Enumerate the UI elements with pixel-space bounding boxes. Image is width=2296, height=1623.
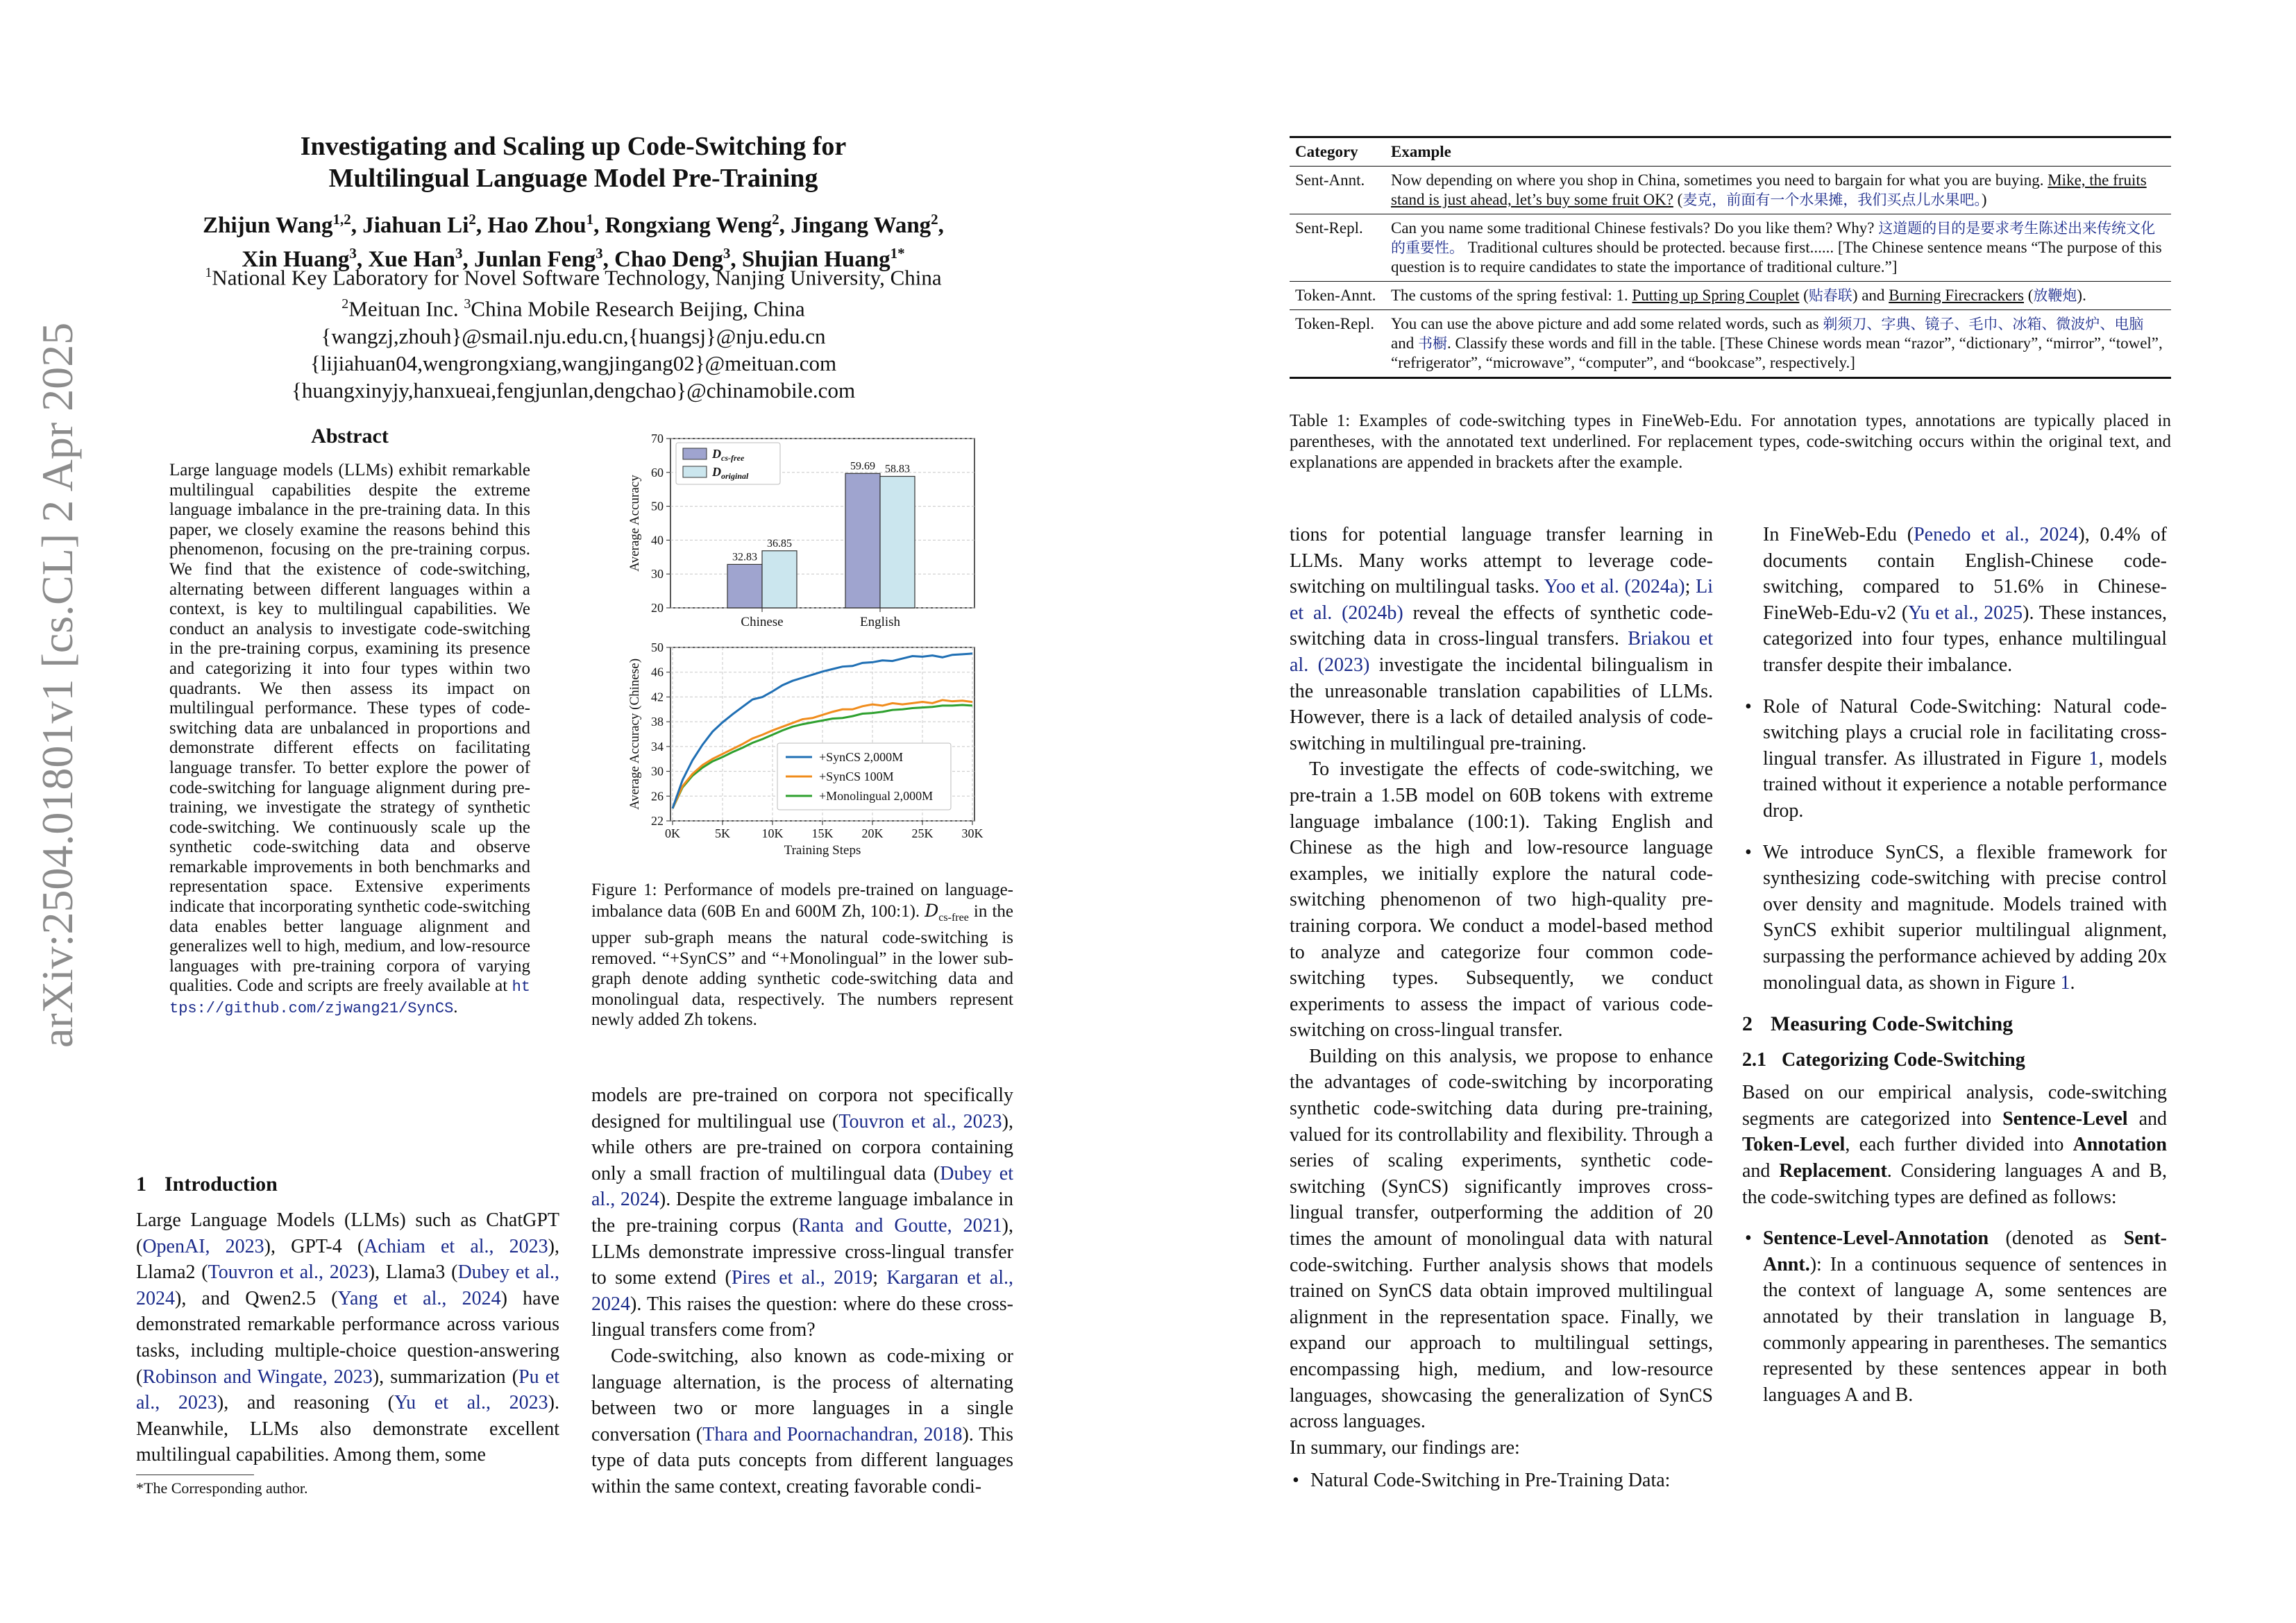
right-text: ; (1685, 576, 1696, 598)
type-text: (denoted as (1989, 1227, 2124, 1250)
y-tick-label: 34 (651, 739, 664, 754)
section-text: and (1742, 1160, 1780, 1182)
intro-column-1 (136, 1207, 559, 1468)
finding-text: . (2070, 971, 2075, 994)
table-1 (1290, 136, 2171, 379)
authors-line-2: Xin Huang$^3$, Xue Han$^3$, Junlan Feng$^3$, Chao Deng$^3$, Shujian Huang$^{1*}$ (242, 245, 905, 272)
table-text: ) and (1852, 287, 1889, 304)
email-line-3: {huangxinyjy,hanxueai,fengjunlan,dengchao}@chinamobile.com (291, 377, 856, 402)
table-text: ) (1981, 191, 1987, 208)
y-tick-label: 20 (651, 601, 664, 615)
y-tick-label: 50 (651, 640, 664, 654)
intro-column-2 (591, 1082, 1013, 1500)
author-name: Junlan Feng (473, 247, 596, 272)
table-text: Burning Firecrackers (1889, 287, 2024, 304)
citation-link[interactable]: Li et al. (2024b) (1290, 576, 1713, 624)
chinese-text: 麦克，前面有一个水果摊，我们买点儿水果吧。 (1682, 192, 1982, 208)
intro-paragraph-2 (591, 1082, 1013, 1343)
bar (845, 473, 880, 608)
bar-value-label: 58.83 (885, 463, 910, 475)
finding-1: • Natural Code-Switching in Pre-Training Data: (1290, 1468, 1713, 1494)
right-text: investigate the incidental bilingualism in the unreasonable translation capabilities of LLMs. However, there is a lack of detailed analysis of code-switching in multilingual pre-training. (1290, 654, 1713, 754)
intro-text: ), Llama2 ( (136, 1235, 559, 1284)
chinese-text: 贴春联 (1808, 287, 1852, 304)
citation-link[interactable]: 1 (2088, 747, 2099, 770)
affiliation-1: $^1$National Key Laboratory for Novel Software Technology, Nanjing University, China (205, 265, 942, 290)
type-sent-annt (1742, 1225, 2167, 1408)
citation-link[interactable]: Yu et al., 2025 (1908, 602, 2023, 624)
table-text: ( (1799, 287, 1809, 304)
intro-text: Code-switching, also known as code-mixing or language alternation, is the process of alternating between two or more languages in a single conversation ( (591, 1345, 1013, 1445)
right-text: ). These instances, categorized into four types, enhance multilingual transfer despite their imbalance. (1763, 602, 2167, 676)
citation-link[interactable]: Ranta and Goutte, 2021 (798, 1214, 1002, 1237)
section-2-1-heading: 2.1 Categorizing Code-Switching (1742, 1048, 2025, 1071)
table-header-example: Example (1391, 143, 1451, 160)
section-2-1-paragraph (1742, 1080, 2167, 1210)
legend-label: +SynCS 2,000M (819, 750, 904, 764)
intro-text: ), while others are pre-trained on corpora containing only a small fraction of multilingual data ( (591, 1110, 1013, 1184)
legend-label: +Monolingual 2,000M (819, 789, 934, 803)
table-text: Can you name some traditional Chinese festivals? Do you like them? Why? (1391, 219, 1879, 237)
author-affiliation-mark: 1* (890, 245, 905, 262)
author-name: Xue Han (368, 247, 455, 272)
legend (676, 443, 780, 484)
intro-text: ). This raises the question: where do these cross-lingual transfers come from? (591, 1293, 1013, 1341)
intro-text: ). Despite the extreme language imbalance in the pre-training corpus ( (591, 1189, 1013, 1237)
bar (762, 551, 797, 608)
table-text: Putting up Spring Couplet (1632, 287, 1800, 304)
intro-paragraph-1 (136, 1207, 559, 1468)
x-tick-label: 5K (715, 826, 730, 840)
intro-text: ) have demonstrated remarkable performance across various tasks, including multiple-choice question-answering ( (136, 1287, 560, 1388)
y-tick-label: 42 (651, 690, 664, 704)
citation-link[interactable]: OpenAI, 2023 (142, 1235, 264, 1257)
title-line-1: Investigating and Scaling up Code-Switching for (300, 132, 847, 161)
code-link[interactable]: https://github.com/zjwang21/SynCS (169, 978, 530, 1018)
y-tick-label: 46 (651, 665, 664, 679)
section-2-heading: 2 Measuring Code-Switching (1742, 1012, 2014, 1036)
arxiv-stamp: arXiv:2504.01801v1 [cs.CL] 2 Apr 2025 (33, 322, 82, 1048)
citation-link[interactable]: Yu et al., 2023 (394, 1392, 548, 1414)
intro-text: ), GPT-4 ( (264, 1235, 364, 1257)
abstract-heading: Abstract (311, 425, 389, 448)
table-cell-example (1385, 310, 2171, 378)
intro-text: models are pre-trained on corpora not specifically designed for multilingual use ( (591, 1085, 1013, 1132)
table-text: ( (1673, 191, 1683, 208)
intro-text: Large Language Models (LLMs) such as ChatGPT ( (136, 1209, 559, 1257)
right-paragraph-2: To investigate the effects of code-switching, we pre-train a 1.5B model on 60B tokens with extreme language imbalance (100:1). Taking English and Chinese as the high and low-resource language examples, we initially explore the natural code-switching phenomenon of two high-quality pre-training corpora. We conduct a model-based method to analyze and categorize four common code-switching types. Subsequently, we conduct experiments to assess the impact of various code-switching on cross-lingual transfer. (1290, 758, 1713, 1042)
findings-list (1290, 1468, 1713, 1494)
y-axis-label: Average Accuracy (627, 475, 642, 572)
intro-text: ), and reasoning ( (217, 1392, 394, 1414)
author-name: Jiahuan Li (362, 213, 469, 238)
citation-link[interactable]: Yang et al., 2024 (337, 1287, 501, 1309)
section-text: Based on our empirical analysis, code-switching segments are categorized into (1742, 1082, 2167, 1130)
title-line-2: Multilingual Language Model Pre-Training (328, 164, 818, 193)
table-cell-category: Sent-Repl. (1295, 219, 1363, 237)
section-text: Sentence-Level (2002, 1107, 2128, 1130)
intro-paragraph-3 (591, 1343, 1013, 1500)
author-affiliation-mark: 3 (349, 245, 357, 262)
intro-text: ; (872, 1267, 887, 1289)
table-text: ). (2077, 287, 2086, 304)
chinese-text: 书橱 (1417, 335, 1447, 352)
x-tick-label: 30K (961, 826, 984, 840)
table-text: ( (2023, 287, 2034, 304)
email-line-2: {lijiahuan04,wengrongxiang,wangjingang02}@meituan.com (310, 350, 837, 375)
abstract-text: Large language models (LLMs) exhibit remarkable multilingual capabilities despite the extreme language imbalance in the pre-training data. In this paper, we closely examine the reasons behind this phenomenon, focusing on the pre-training corpus. We find that the existence of code-switching, alternating between different languages within a context, is key to multilingual capabilities. We conduct an analysis to investigate code-switching in the pre-training corpus, examining its presence and categorizing it into four types within two quadrants. We then assess its impact on multilingual performance. These types of code-switching data are unbalanced in proportions and demonstrate different effects on facilitating language transfer. To better explore the power of code-switching for language alignment during pre-training, we investigate the strategy of synthetic code-switching. We continuously scale up the synthetic code-switching data and observe remarkable improvements in both benchmarks and representation space. Extensive experiments indicate that incorporating synthetic code-switching data enables better language alignment and generalizes well to high, medium, and low-resource languages with pre-training corpora of varying qualities. Code and scripts are freely available at https://github.com/zjwang21/SynCS. (169, 461, 530, 1018)
x-tick-label: Chinese (741, 615, 784, 629)
right-paragraph-4: In summary, our findings are: (1290, 1436, 1520, 1459)
x-tick-label: 20K (861, 826, 884, 840)
y-tick-label: 40 (651, 533, 664, 547)
intro-text: ), summarization ( (372, 1366, 519, 1388)
figure-1-line-chart (596, 635, 991, 857)
right-paragraph-3: Building on this analysis, we propose to enhance the advantages of code-switching by incorporating synthetic code-switching data during pre-training, valued for its controllability and flexibility. Through a series of scaling experiments, synthetic code-switching (SynCS) significantly improves cross-lingual transfer, outperforming the addition of 20 times the amount of monolingual data with natural code-switching. Further analysis shows that models trained on SynCS data obtain improved multilingual alignment in the representation space. Finally, we expand our approach to multilingual settings, encompassing high, medium, and low-resource languages, showcasing the generalization of SynCS across languages. (1290, 1045, 1713, 1433)
finding-2 (1742, 694, 2167, 824)
citation-link[interactable]: Touvron et al., 2023 (208, 1261, 369, 1284)
bar (727, 564, 762, 608)
citation-link[interactable]: Dubey et al., 2024 (136, 1261, 560, 1309)
intro-text: ). Meanwhile, LLMs also demonstrate excellent multilingual capabilities. Among them, some (136, 1392, 559, 1466)
y-tick-label: 30 (651, 567, 664, 581)
table-text: You can use the above picture and add some related words, such as (1391, 315, 1823, 332)
chinese-text: 这道题的目的是要求考生陈述出来传统文化的重要性。 (1391, 220, 2156, 256)
author-affiliation-mark: 1,2 (332, 211, 351, 228)
table-text: Now depending on where you shop in China, sometimes you need to bargain for what you are buying. (1391, 171, 2048, 189)
y-tick-label: 50 (651, 499, 664, 513)
table-1-caption: Table 1: Examples of code-switching types in FineWeb-Edu. For annotation types, annotations are typically placed in parentheses, with the annotated text underlined. For replacement types, code-switching occurs within the original text, and explanations are appended in brackets after the example. (1290, 411, 2171, 472)
y-tick-label: 60 (651, 465, 664, 479)
bar-value-label: 36.85 (767, 537, 792, 550)
types-list (1742, 1225, 2167, 1408)
citation-link[interactable]: Yoo et al. (2024a) (1544, 576, 1685, 598)
section-text: Annotation (2073, 1134, 2167, 1156)
x-tick-label: 0K (665, 826, 680, 840)
right-text: ), 0.4% of documents contain English-Chinese code-switching, compared to 51.6% in Chinese-FineWeb-Edu-v2 ( (1763, 524, 2168, 624)
chinese-text: 放鞭炮 (2033, 287, 2077, 304)
affiliation-2: $^2$Meituan Inc. $^3$China Mobile Research Beijing, China (341, 296, 805, 321)
author-name: Zhijun Wang (203, 213, 333, 238)
table-row (1290, 214, 2171, 282)
citation-link[interactable]: Robinson and Wingate, 2023 (142, 1366, 373, 1388)
chinese-text: 剃须刀、字典、镜子、毛巾、冰箱、微波炉、电脑 (1823, 316, 2144, 332)
author-affiliation-mark: 2 (469, 211, 476, 228)
footnote: *The Corresponding author. (136, 1479, 308, 1497)
finding-3 (1742, 840, 2167, 996)
section-text: and (2127, 1107, 2167, 1130)
intro-text: ), Llama3 ( (368, 1261, 458, 1284)
x-tick-label: 15K (811, 826, 834, 840)
figure-1-caption: Figure 1: Performance of models pre-trained on language-imbalance data (60B En and 600M Zh, 100:1). $D_{cs-free}$ in the upper sub-graph means the natural code-switching is removed. “+SynCS” and “+Monolingual” in the lower sub-graph denote adding synthetic code-switching data and monolingual data, respectively. The numbers represent newly added Zh tokens. (591, 881, 1013, 1029)
y-tick-label: 70 (651, 432, 664, 445)
table-cell-category: Token-Annt. (1295, 287, 1376, 304)
legend-label: $D_{cs-free}$ (712, 447, 745, 463)
authors-line-1: Zhijun Wang$^{1,2}$, Jiahuan Li$^2$, Hao Zhou$^1$, Rongxiang Weng$^2$, Jingang Wang$^2$, (203, 211, 944, 238)
table-cell-example (1385, 214, 2171, 282)
citation-link[interactable]: Pu et al., 2023 (136, 1366, 559, 1414)
right-text: In FineWeb-Edu ( (1763, 524, 1914, 545)
finding-1-continued (1742, 522, 2167, 679)
citation-link[interactable]: Penedo et al., 2024 (1914, 524, 2079, 545)
section-text: Replacement (1779, 1160, 1887, 1182)
author-affiliation-mark: 2 (772, 211, 779, 228)
citation-link[interactable]: Touvron et al., 2023 (838, 1110, 1002, 1132)
citation-link[interactable]: Briakou et al. (2023) (1290, 628, 1713, 676)
section-text: . Considering languages A and B, the code-switching types are defined as follows: (1742, 1160, 2167, 1208)
findings-list-cont (1742, 694, 2167, 996)
table-row (1290, 282, 2171, 310)
paper-title (136, 130, 1011, 194)
legend-swatch (683, 448, 707, 459)
finding-text: We introduce SynCS, a flexible framework for synthesizing code-switching with precise control over density and magnitude. Models trained with SynCS exhibit superior multilingual alignment, surpassing the performance achieved by adding 20x monolingual data, as shown in Figure (1763, 841, 2167, 994)
author-affiliation-mark: 3 (455, 245, 463, 262)
section-text: Token-Level (1742, 1134, 1846, 1156)
affiliations (136, 260, 1011, 404)
author-affiliation-mark: 1 (586, 211, 594, 228)
right-column-1 (1290, 522, 1713, 1494)
bar (880, 477, 915, 608)
y-axis-label: Average Accuracy (Chinese) (627, 658, 642, 810)
citation-link[interactable]: Kargaran et al., 2024 (591, 1267, 1014, 1315)
finding-text: , models trained without it experience a notable performance drop. (1763, 747, 2167, 822)
table-text: Mike, the fruits stand is just ahead, let’s buy some fruit OK? (1391, 171, 2147, 208)
citation-link[interactable]: 1 (2060, 971, 2070, 994)
citation-link[interactable]: Dubey et al., 2024 (591, 1162, 1013, 1211)
table-cell-category: Token-Repl. (1295, 315, 1375, 332)
table-row (1290, 167, 2171, 214)
right-paragraph-1 (1290, 522, 1713, 756)
figure-1-bar-chart (596, 426, 991, 634)
type-text: Sent-Annt. (1763, 1227, 2167, 1275)
table-row (1290, 310, 2171, 378)
x-tick-label: 25K (911, 826, 934, 840)
right-text: reveal the effects of synthetic code-switching data in cross-lingual transfers. (1290, 602, 1714, 650)
email-line-1: {wangzj,zhouh}@smail.nju.edu.cn,{huangsj}@nju.edu.cn (321, 323, 826, 348)
author-name: Chao Deng (614, 247, 723, 272)
table-header-row (1290, 137, 2171, 167)
author-affiliation-mark: 3 (596, 245, 603, 262)
author-name: Hao Zhou (487, 213, 586, 238)
author-name: Jingang Wang (791, 213, 931, 238)
y-tick-label: 30 (651, 764, 664, 779)
table-cell-category: Sent-Annt. (1295, 171, 1365, 189)
intro-text: ), LLMs demonstrate impressive cross-lingual transfer to some extend ( (591, 1214, 1013, 1289)
citation-link[interactable]: Pires et al., 2019 (731, 1267, 873, 1289)
legend (777, 743, 951, 810)
author-affiliation-mark: 2 (931, 211, 938, 228)
type-text: Sentence-Level-Annotation (1763, 1227, 1989, 1250)
y-tick-label: 26 (651, 789, 664, 804)
author-name: Rongxiang Weng (605, 213, 773, 238)
legend-label: $D_{original}$ (712, 465, 749, 481)
citation-link[interactable]: Achiam et al., 2023 (364, 1235, 548, 1257)
table-text: The customs of the spring festival: 1. (1391, 287, 1632, 304)
right-column-2 (1742, 522, 2167, 1408)
finding-text: Role of Natural Code-Switching: Natural code-switching plays a crucial role in facilitating cross-lingual transfer. As illustrated in Figure (1763, 695, 2167, 770)
y-tick-label: 22 (651, 814, 664, 828)
table-header-category: Category (1295, 143, 1358, 160)
author-affiliation-mark: 3 (723, 245, 731, 262)
y-tick-label: 38 (651, 715, 664, 729)
legend-swatch (683, 466, 707, 477)
table-cell-example (1385, 167, 2171, 214)
intro-text: ), and Qwen2.5 ( (175, 1287, 338, 1309)
citation-link[interactable]: Thara and Poornachandran, 2018 (702, 1423, 963, 1445)
section-1-heading: 1 Introduction (136, 1173, 278, 1196)
x-tick-label: English (859, 615, 901, 629)
table-text: Traditional cultures should be protected. because first...... [The Chinese sentence means “The purpose of this question is to require candidates to state the importance of traditional culture.”] (1391, 239, 2162, 275)
bar-value-label: 32.83 (732, 551, 757, 563)
legend-label: +SynCS 100M (819, 770, 894, 783)
author-name: Shujian Huang (741, 247, 890, 272)
intro-text: ). This type of data puts concepts from different languages within the same context, creating favorable condi- (591, 1423, 1013, 1497)
table-text: . Classify these words and fill in the table. [These Chinese words mean “razor”, “dictionary”, “mirror”, “towel”, “refrigerator”, “microwave”, “computer”, and “bookcase”, respectively.] (1391, 334, 2163, 371)
type-text: ): In a continuous sequence of sentences in the context of language A, some sentences are annotated by their translation in language B, commonly appearing in parentheses. The semantics represented by these sentences appear in both languages A and B. (1763, 1253, 2167, 1406)
section-text: , each further divided into (1845, 1134, 2073, 1156)
table-text: and (1391, 334, 1418, 352)
right-text: tions for potential language transfer learning in LLMs. Many works attempt to leverage code-switching on multilingual tasks. (1290, 524, 1713, 598)
x-axis-label: Training Steps (784, 843, 861, 857)
bar-value-label: 59.69 (850, 460, 875, 473)
author-name: Xin Huang (242, 247, 350, 272)
x-tick-label: 10K (761, 826, 784, 840)
table-cell-example (1385, 282, 2171, 310)
